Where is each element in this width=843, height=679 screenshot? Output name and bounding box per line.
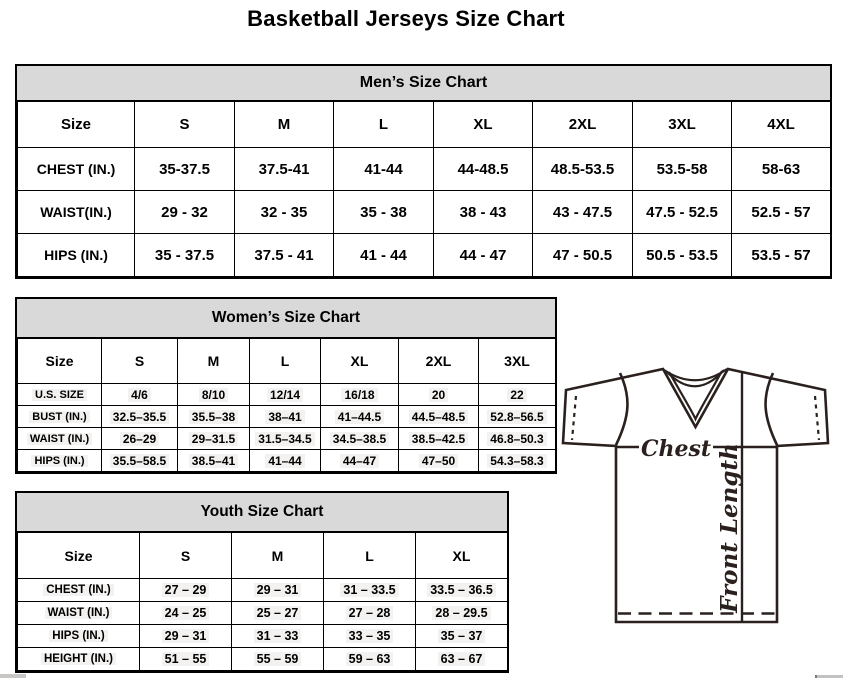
value-cell [321,384,399,406]
value-text: 29–31.5 [189,432,238,446]
column-header: S [102,339,178,384]
value-cell [399,406,479,428]
column-header: 3XL [479,339,556,384]
value-text: 26–29 [120,432,159,446]
value-cell [178,450,250,472]
value-cell [321,450,399,472]
value-text: 34.5–38.5 [330,432,389,446]
value-cell: 53.5 - 57 [732,234,831,277]
value-text: CHEST (IN.) [43,584,114,596]
value-cell [102,384,178,406]
value-cell [232,625,324,648]
column-header: 4XL [732,102,831,148]
column-header: S [140,533,232,579]
value-cell [479,450,556,472]
chest-label: Chest [640,436,712,462]
value-cell: 41-44 [334,148,434,191]
row-label [18,384,102,406]
value-text: 4/6 [128,388,151,402]
column-header: M [178,339,250,384]
row-label: WAIST(IN.) [18,191,135,234]
value-cell [178,384,250,406]
column-header: 2XL [533,102,633,148]
value-text: 31.5–34.5 [255,432,314,446]
value-cell [479,384,556,406]
value-cell [416,602,508,625]
value-text: 38–41 [265,410,304,424]
value-text: 16/18 [341,388,377,402]
value-text: 41–44.5 [335,410,384,424]
value-cell: 32 - 35 [235,191,334,234]
column-header: Size [18,102,135,148]
value-cell [324,602,416,625]
value-text: 59 – 63 [346,652,394,666]
value-cell [324,579,416,602]
value-text: 35.5–38 [189,410,238,424]
row-label [18,648,140,671]
youth-chart-title: Youth Size Chart [17,493,507,532]
row-label [18,406,102,428]
row-label [18,579,140,602]
value-cell: 29 - 32 [135,191,235,234]
womens-chart-title: Women’s Size Chart [17,299,555,338]
value-text: HIPS (IN.) [49,630,107,642]
value-cell [250,450,321,472]
table-row [18,625,508,648]
value-cell: 35 - 38 [334,191,434,234]
value-cell: 37.5-41 [235,148,334,191]
value-cell [416,579,508,602]
value-cell [140,602,232,625]
column-header: XL [434,102,533,148]
youth-chart-grid [17,532,508,671]
value-text: 33 – 35 [346,629,394,643]
jersey-diagram [550,353,843,645]
row-label: CHEST (IN.) [18,148,135,191]
value-text: 38.5–41 [189,454,238,468]
table-row [18,384,556,406]
value-cell [140,648,232,671]
column-header: 2XL [399,339,479,384]
table-row [18,579,508,602]
row-label: HIPS (IN.) [18,234,135,277]
value-cell: 50.5 - 53.5 [633,234,732,277]
header-row [18,533,508,579]
value-text: 47–50 [419,454,458,468]
table-row [18,428,556,450]
womens-size-chart-table [15,297,557,474]
value-cell [399,450,479,472]
value-cell: 41 - 44 [334,234,434,277]
value-text: 31 – 33.5 [340,583,398,597]
hscrollbar-left-fragment[interactable] [0,674,26,678]
value-cell [102,450,178,472]
value-text: 28 – 29.5 [432,606,490,620]
value-cell [140,579,232,602]
value-cell [479,406,556,428]
value-cell: 38 - 43 [434,191,533,234]
value-cell: 47.5 - 52.5 [633,191,732,234]
value-cell [399,428,479,450]
value-text: 38.5–42.5 [409,432,468,446]
value-cell [178,406,250,428]
value-cell: 53.5-58 [633,148,732,191]
column-header: S [135,102,235,148]
value-text: 55 – 59 [254,652,302,666]
value-cell [178,428,250,450]
table-row [18,234,831,277]
table-row [18,406,556,428]
value-text: 20 [429,388,448,402]
row-label [18,428,102,450]
value-cell: 35 - 37.5 [135,234,235,277]
value-text: 54.3–58.3 [487,454,546,468]
value-text: 63 – 67 [438,652,486,666]
value-cell [232,648,324,671]
value-text: 35 – 37 [438,629,486,643]
value-text: 22 [507,388,526,402]
column-header: XL [416,533,508,579]
value-cell: 58-63 [732,148,831,191]
value-text: 44.5–48.5 [409,410,468,424]
value-text: 29 – 31 [162,629,210,643]
mens-chart-grid [17,101,831,277]
value-text: 51 – 55 [162,652,210,666]
value-cell: 44 - 47 [434,234,533,277]
column-header: L [250,339,321,384]
value-cell: 35-37.5 [135,148,235,191]
mens-size-chart-table [15,64,832,279]
column-header: 3XL [633,102,732,148]
value-text: WAIST (IN.) [45,607,113,619]
page-title: Basketball Jerseys Size Chart [247,6,565,31]
value-text: 25 – 27 [254,606,302,620]
value-text: 27 – 29 [162,583,210,597]
value-cell [416,625,508,648]
value-text: 32.5–35.5 [110,410,169,424]
value-text: HIPS (IN.) [31,455,87,467]
column-header: M [232,533,324,579]
value-cell [250,428,321,450]
value-cell [232,579,324,602]
value-cell: 48.5-53.5 [533,148,633,191]
value-cell [416,648,508,671]
value-text: 29 – 31 [254,583,302,597]
table-row [18,450,556,472]
value-cell [250,406,321,428]
value-cell [321,406,399,428]
column-header: Size [18,533,140,579]
value-cell [321,428,399,450]
value-text: BUST (IN.) [29,411,89,423]
value-cell [102,406,178,428]
value-text: 33.5 – 36.5 [427,583,496,597]
value-text: 12/14 [267,388,303,402]
value-cell [479,428,556,450]
value-cell: 52.5 - 57 [732,191,831,234]
value-cell: 47 - 50.5 [533,234,633,277]
row-label [18,602,140,625]
value-text: 41–44 [265,454,304,468]
value-cell [232,602,324,625]
value-cell [399,384,479,406]
value-text: 44–47 [340,454,379,468]
row-label [18,625,140,648]
value-cell [324,625,416,648]
value-text: WAIST (IN.) [27,433,92,445]
value-cell [102,428,178,450]
header-row [18,102,831,148]
youth-size-chart-table [15,491,509,673]
mens-chart-title: Men’s Size Chart [17,66,830,101]
value-cell: 44-48.5 [434,148,533,191]
value-cell: 43 - 47.5 [533,191,633,234]
column-header: L [324,533,416,579]
value-text: U.S. SIZE [32,389,87,401]
value-text: 24 – 25 [162,606,210,620]
value-text: HEIGHT (IN.) [41,653,116,665]
value-text: 46.8–50.3 [487,432,546,446]
value-text: 31 – 33 [254,629,302,643]
value-text: 35.5–58.5 [110,454,169,468]
column-header: L [334,102,434,148]
value-text: 27 – 28 [346,606,394,620]
column-header: M [235,102,334,148]
value-text: 52.8–56.5 [487,410,546,424]
table-row [18,148,831,191]
value-text: 8/10 [199,388,228,402]
column-header: XL [321,339,399,384]
column-header: Size [18,339,102,384]
value-cell [250,384,321,406]
front-length-label: Front Length [716,443,743,613]
jersey-outline-icon [563,369,828,622]
table-row [18,191,831,234]
value-cell: 37.5 - 41 [235,234,334,277]
table-row [18,648,508,671]
womens-chart-grid [17,338,556,472]
row-label [18,450,102,472]
header-row [18,339,556,384]
hscrollbar-right-fragment[interactable] [815,675,843,678]
table-row [18,602,508,625]
value-cell [324,648,416,671]
value-cell [140,625,232,648]
